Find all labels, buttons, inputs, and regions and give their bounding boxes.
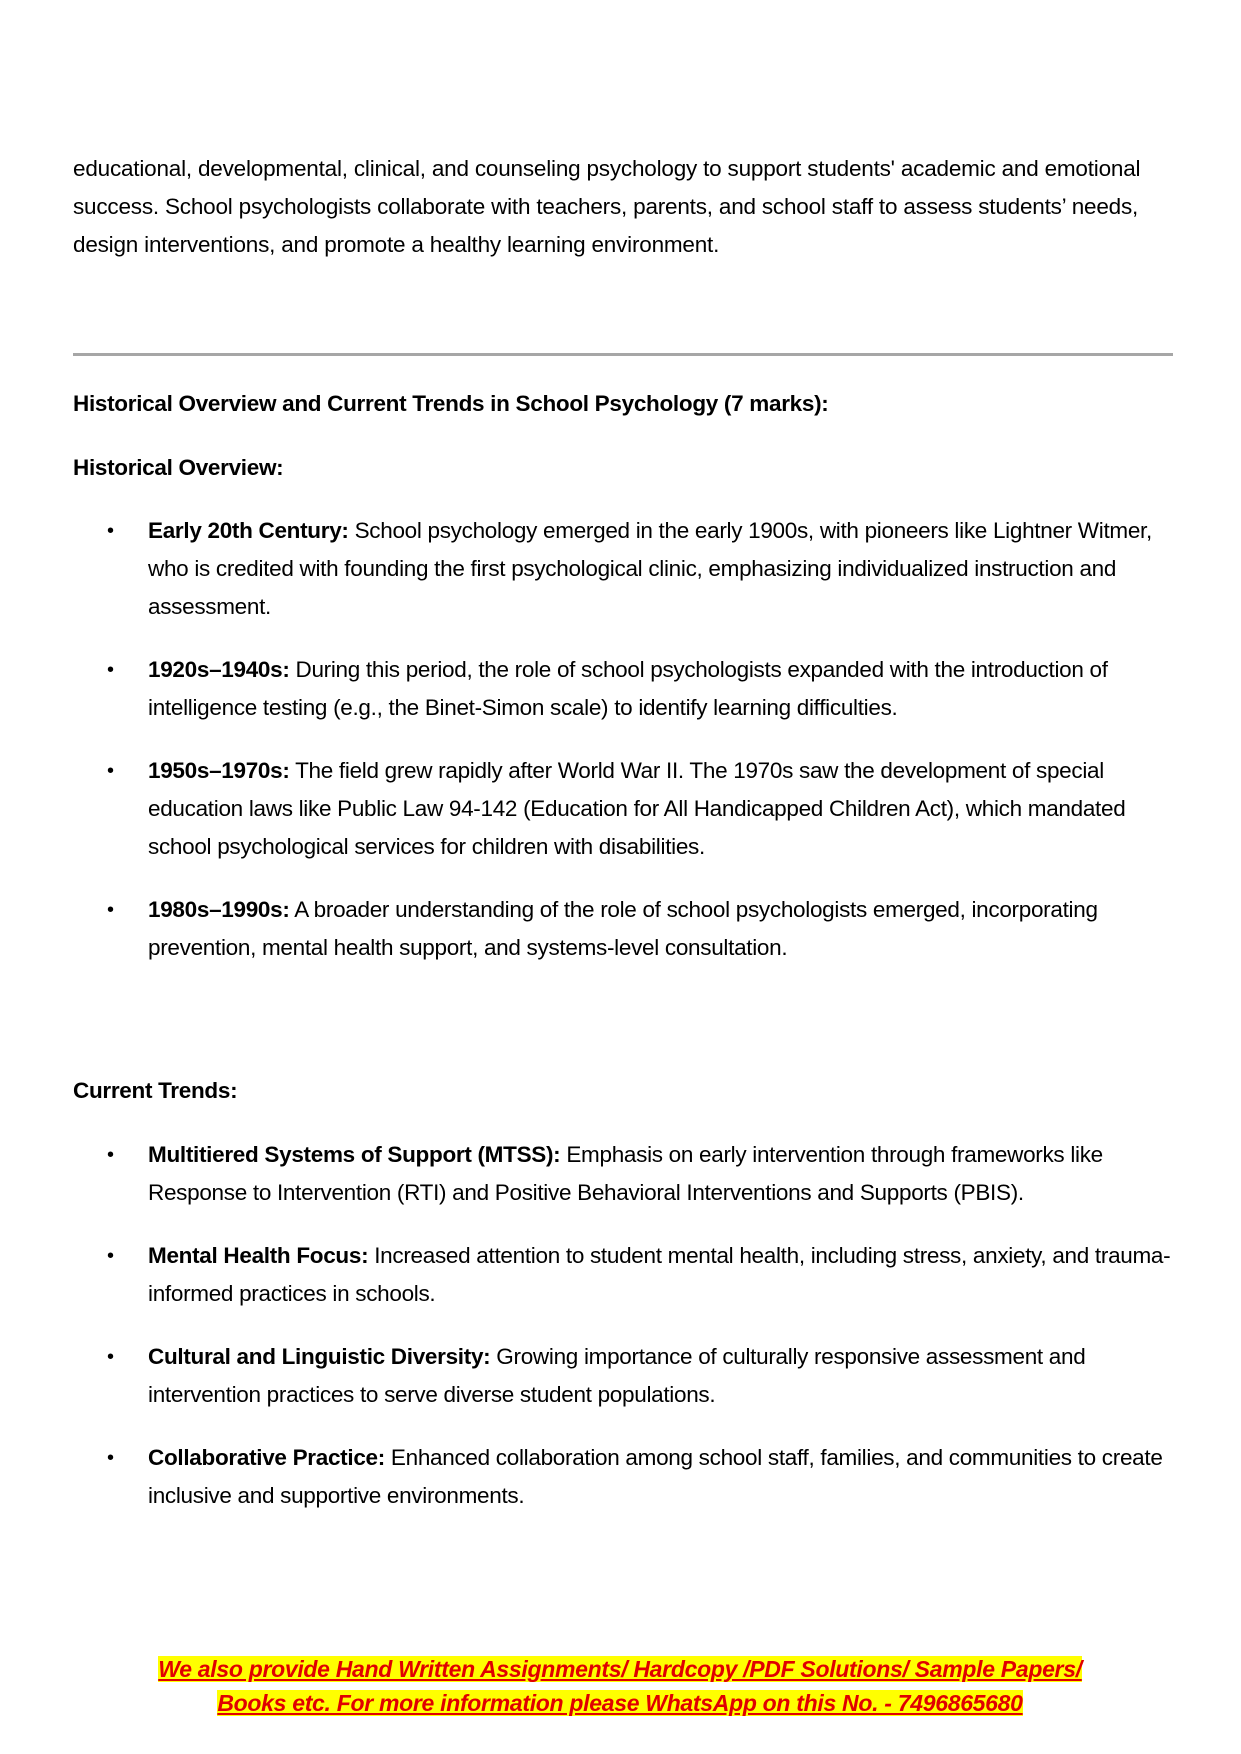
item-text: During this period, the role of school psychologists expanded with the introduction of intelligence testing (e.g., the Binet-Simon scale) to identify learning difficulties. xyxy=(148,657,1108,720)
intro-paragraph: educational, developmental, clinical, and counseling psychology to support students' academic and emotional success. School psychologists collaborate with teachers, parents, and school staff to assess students’ needs, design interventions, and promote a healthy learning environment. xyxy=(73,156,1141,257)
list-item xyxy=(73,651,1173,727)
item-text: Increased attention to student mental health, including stress, anxiety, and trauma-informed practices in schools. xyxy=(148,1243,1171,1306)
list-item xyxy=(73,752,1173,866)
bullet-icon: • xyxy=(107,520,114,542)
list-item xyxy=(73,1136,1173,1212)
item-label: Collaborative Practice: xyxy=(148,1445,385,1470)
list-item xyxy=(73,1338,1173,1414)
bullet-icon: • xyxy=(107,1144,114,1166)
item-label: Cultural and Linguistic Diversity: xyxy=(148,1344,491,1369)
historical-overview-heading: Historical Overview: xyxy=(73,455,284,480)
current-trends-heading: Current Trends: xyxy=(73,1078,238,1103)
bullet-icon: • xyxy=(107,659,114,681)
list-item xyxy=(73,1439,1173,1515)
list-item xyxy=(73,512,1173,626)
section-title: Historical Overview and Current Trends in School Psychology (7 marks): xyxy=(73,391,829,416)
item-text: Growing importance of culturally responsive assessment and intervention practices to serve diverse student populations. xyxy=(148,1344,1086,1407)
list-item xyxy=(73,891,1173,967)
item-label: 1950s–1970s: xyxy=(148,758,290,783)
horizontal-divider xyxy=(73,353,1173,356)
item-label: 1980s–1990s: xyxy=(148,897,290,922)
promo-line-1: We also provide Hand Written Assignments/ Hardcopy /PDF Solutions/ Sample Papers/ xyxy=(158,1656,1082,1682)
item-text: A broader understanding of the role of school psychologists emerged, incorporating prevention, mental health support, and systems-level consultation. xyxy=(148,897,1098,960)
bullet-icon: • xyxy=(107,760,114,782)
item-text: Emphasis on early intervention through frameworks like Response to Intervention (RTI) and Positive Behavioral Interventions and Supports (PBIS). xyxy=(148,1142,1103,1205)
item-text: The field grew rapidly after World War II. The 1970s saw the development of special education laws like Public Law 94-142 (Education for All Handicapped Children Act), which mandated school psychological services for children with disabilities. xyxy=(148,758,1126,859)
promo-footer xyxy=(90,1652,1150,1720)
bullet-icon: • xyxy=(107,1346,114,1368)
list-item xyxy=(73,1237,1173,1313)
bullet-icon: • xyxy=(107,1245,114,1267)
bullet-icon: • xyxy=(107,1447,114,1469)
item-label: Multitiered Systems of Support (MTSS): xyxy=(148,1142,561,1167)
item-text: Enhanced collaboration among school staff, families, and communities to create inclusive and supportive environments. xyxy=(148,1445,1163,1508)
intro-section xyxy=(73,150,1173,264)
current-trends-list xyxy=(73,1136,1173,1515)
historical-overview-list xyxy=(73,512,1173,967)
item-text: School psychology emerged in the early 1900s, with pioneers like Lightner Witmer, who is credited with founding the first psychological clinic, emphasizing individualized instruction and assessment. xyxy=(148,518,1152,619)
promo-line-2: Books etc. For more information please WhatsApp on this No. - 7496865680 xyxy=(217,1690,1023,1716)
item-label: 1920s–1940s: xyxy=(148,657,290,682)
bullet-icon: • xyxy=(107,899,114,921)
item-label: Early 20th Century: xyxy=(148,518,349,543)
item-label: Mental Health Focus: xyxy=(148,1243,369,1268)
